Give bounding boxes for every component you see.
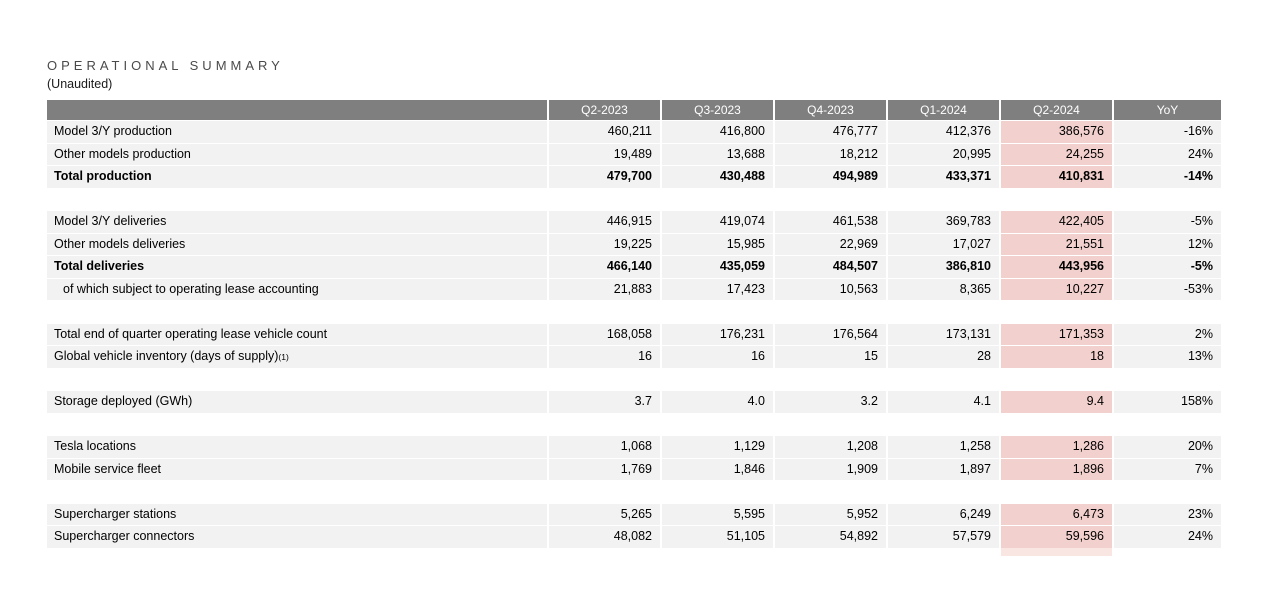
row-label-text: Supercharger connectors xyxy=(54,529,195,543)
table-row xyxy=(47,211,1221,233)
cell: 419,074 xyxy=(662,211,773,233)
cell: 5,952 xyxy=(775,504,886,526)
cell: 54,892 xyxy=(775,526,886,548)
cell: 21,883 xyxy=(549,279,660,301)
cell: 430,488 xyxy=(662,166,773,188)
row-label xyxy=(47,256,547,278)
cell: -5% xyxy=(1114,211,1221,233)
cell: 10,563 xyxy=(775,279,886,301)
spacer-row xyxy=(47,369,1221,391)
table-row xyxy=(47,391,1221,413)
spacer-row xyxy=(47,189,1221,211)
cell: 6,473 xyxy=(1001,504,1112,526)
cell: 24,255 xyxy=(1001,144,1112,166)
cell: 433,371 xyxy=(888,166,999,188)
cell: 2% xyxy=(1114,324,1221,346)
table-row xyxy=(47,121,1221,143)
row-label-text: Global vehicle inventory (days of supply) xyxy=(54,349,279,363)
spacer-row xyxy=(47,301,1221,323)
cell: 24% xyxy=(1114,526,1221,548)
table-row xyxy=(47,144,1221,166)
cell: 12% xyxy=(1114,234,1221,256)
cell: 1,896 xyxy=(1001,459,1112,481)
row-label xyxy=(47,459,547,481)
cell: 17,423 xyxy=(662,279,773,301)
table-row xyxy=(47,279,1221,301)
cell: 176,231 xyxy=(662,324,773,346)
cell: 1,129 xyxy=(662,436,773,458)
column-header-yoy: YoY xyxy=(1114,100,1221,120)
cell: 10,227 xyxy=(1001,279,1112,301)
row-label-text: Mobile service fleet xyxy=(54,461,161,476)
cell: 22,969 xyxy=(775,234,886,256)
row-label xyxy=(47,324,547,346)
cell: 494,989 xyxy=(775,166,886,188)
row-label-text: Total end of quarter operating lease vehicle count xyxy=(54,326,328,341)
row-label xyxy=(47,391,547,413)
cell: 158% xyxy=(1114,391,1221,413)
row-label-text: Storage deployed (GWh) xyxy=(54,394,193,408)
cell: 9.4 xyxy=(1001,391,1112,413)
cell: 176,564 xyxy=(775,324,886,346)
column-header-q2-2023: Q2-2023 xyxy=(549,100,660,120)
cell: 4.1 xyxy=(888,391,999,413)
cell: 5,595 xyxy=(662,504,773,526)
cell: 171,353 xyxy=(1001,324,1112,346)
row-label xyxy=(47,121,547,143)
row-label-footnote-marker: (1) xyxy=(278,352,289,362)
cell: 386,576 xyxy=(1001,121,1112,143)
cell: 3.7 xyxy=(549,391,660,413)
row-label xyxy=(47,504,547,526)
row-label-text: Other models deliveries xyxy=(54,236,186,251)
row-label-text: Total deliveries xyxy=(54,259,145,273)
cell: 1,208 xyxy=(775,436,886,458)
cell: 20,995 xyxy=(888,144,999,166)
table-body xyxy=(47,121,1221,548)
column-header-q3-2023: Q3-2023 xyxy=(662,100,773,120)
cell: 18 xyxy=(1001,346,1112,368)
column-header-q4-2023: Q4-2023 xyxy=(775,100,886,120)
cell: 422,405 xyxy=(1001,211,1112,233)
cell: -16% xyxy=(1114,121,1221,143)
cell: 16 xyxy=(662,346,773,368)
row-label-text: Supercharger stations xyxy=(54,506,177,521)
cell: 13,688 xyxy=(662,144,773,166)
page-title: OPERATIONAL SUMMARY xyxy=(47,58,284,73)
cell: 484,507 xyxy=(775,256,886,278)
table-header-row xyxy=(47,100,1221,120)
cell: 416,800 xyxy=(662,121,773,143)
column-header-q1-2024: Q1-2024 xyxy=(888,100,999,120)
cell: 15 xyxy=(775,346,886,368)
table-row xyxy=(47,436,1221,458)
cell: 4.0 xyxy=(662,391,773,413)
cell: 466,140 xyxy=(549,256,660,278)
cell: -53% xyxy=(1114,279,1221,301)
table-row xyxy=(47,346,1221,368)
row-label xyxy=(47,234,547,256)
cell: 386,810 xyxy=(888,256,999,278)
cell: 6,249 xyxy=(888,504,999,526)
row-label-text: Model 3/Y deliveries xyxy=(54,214,167,228)
cell: 435,059 xyxy=(662,256,773,278)
table-row xyxy=(47,526,1221,548)
row-label xyxy=(47,436,547,458)
cell: 410,831 xyxy=(1001,166,1112,188)
row-label-text: Tesla locations xyxy=(54,439,136,453)
cell: 48,082 xyxy=(549,526,660,548)
cell: 20% xyxy=(1114,436,1221,458)
row-label-text: Model 3/Y production xyxy=(54,124,172,138)
row-label xyxy=(47,346,547,368)
row-label-text: Other models production xyxy=(54,146,191,161)
cell: 1,769 xyxy=(549,459,660,481)
cell: 16 xyxy=(549,346,660,368)
cell: 5,265 xyxy=(549,504,660,526)
cell: 476,777 xyxy=(775,121,886,143)
table-row xyxy=(47,256,1221,278)
cell: 8,365 xyxy=(888,279,999,301)
cell: 23% xyxy=(1114,504,1221,526)
cell: 17,027 xyxy=(888,234,999,256)
table-row xyxy=(47,234,1221,256)
cell: 1,846 xyxy=(662,459,773,481)
cell: 479,700 xyxy=(549,166,660,188)
spacer-row xyxy=(47,414,1221,436)
row-label xyxy=(47,166,547,188)
cell: 1,909 xyxy=(775,459,886,481)
table-row xyxy=(47,166,1221,188)
cell: 24% xyxy=(1114,144,1221,166)
cell: 19,225 xyxy=(549,234,660,256)
cell: 1,897 xyxy=(888,459,999,481)
cell: 19,489 xyxy=(549,144,660,166)
cell: 460,211 xyxy=(549,121,660,143)
page-subtitle: (Unaudited) xyxy=(47,77,113,91)
cell: 51,105 xyxy=(662,526,773,548)
cell: 446,915 xyxy=(549,211,660,233)
cell: 461,538 xyxy=(775,211,886,233)
row-label-text: Total production xyxy=(54,169,152,183)
cell: 7% xyxy=(1114,459,1221,481)
cell: 59,596 xyxy=(1001,526,1112,548)
row-label-text: of which subject to operating lease accounting xyxy=(63,281,319,296)
cell: 18,212 xyxy=(775,144,886,166)
cell: 168,058 xyxy=(549,324,660,346)
cell: 15,985 xyxy=(662,234,773,256)
column-header-q2-2024: Q2-2024 xyxy=(1001,100,1112,120)
cell: 3.2 xyxy=(775,391,886,413)
cell: 57,579 xyxy=(888,526,999,548)
cell: 369,783 xyxy=(888,211,999,233)
row-label xyxy=(47,144,547,166)
cell: 412,376 xyxy=(888,121,999,143)
cell: 13% xyxy=(1114,346,1221,368)
cell: 173,131 xyxy=(888,324,999,346)
table-row xyxy=(47,459,1221,481)
column-header-blank xyxy=(47,100,547,120)
highlight-column-tail xyxy=(1001,548,1112,556)
cell: -5% xyxy=(1114,256,1221,278)
cell: 1,286 xyxy=(1001,436,1112,458)
cell: 1,068 xyxy=(549,436,660,458)
cell: 21,551 xyxy=(1001,234,1112,256)
row-label xyxy=(47,526,547,548)
operational-summary-table xyxy=(47,100,1221,556)
spacer-row xyxy=(47,481,1221,503)
table-row xyxy=(47,504,1221,526)
row-label xyxy=(47,279,547,301)
cell: 443,956 xyxy=(1001,256,1112,278)
row-label xyxy=(47,211,547,233)
cell: -14% xyxy=(1114,166,1221,188)
cell: 1,258 xyxy=(888,436,999,458)
table-row xyxy=(47,324,1221,346)
cell: 28 xyxy=(888,346,999,368)
